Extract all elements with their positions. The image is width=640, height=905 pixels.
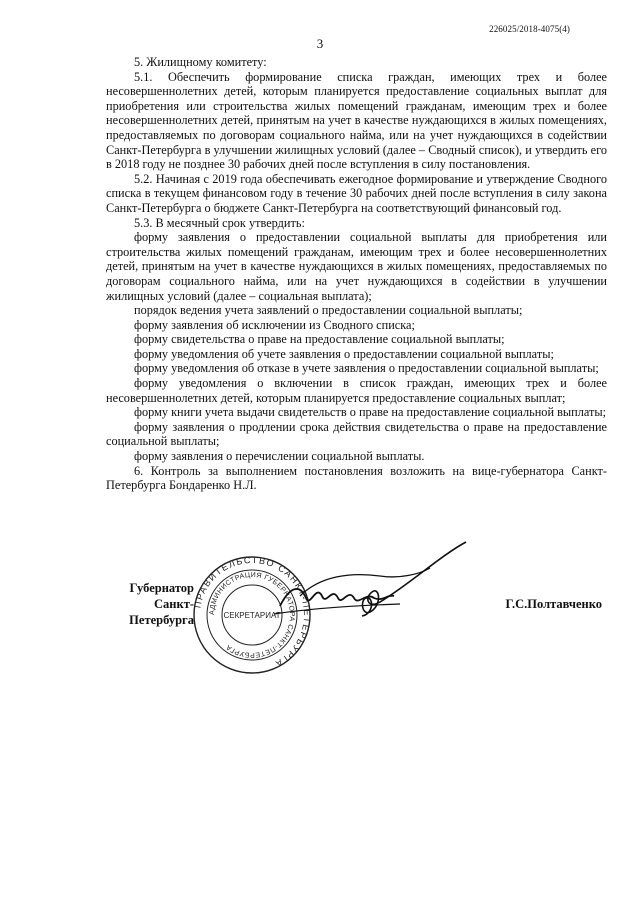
paragraph: 5.1. Обеспечить формирование списка граждан, имеющих трех и более несовершеннолетних детей, которым планируется предоставление социальных выплат для приобретения или строительства жилых помещений гражданам, имеющим трех и более несовершеннолетних детей, принятым на учет в качестве нуждающихся в жилых помещениях, предоставляемых по договорам социального найма, или на учет нуждающихся в содействии Санкт-Петербурга в улучшении жилищных условий (далее – Сводный список), и утвердить его в 2018 году не позднее 30 рабочих дней после вступления в силу постановления. xyxy=(106,69,607,172)
signatory-name: Г.С.Полтавченко xyxy=(505,597,602,611)
list-item: форму заявления об исключении из Сводного списка; xyxy=(134,317,415,332)
signatory-title-line1: Губернатор xyxy=(129,581,194,595)
document-body xyxy=(106,55,607,493)
list-item: форму уведомления об отказе в учете заявления о предоставлении социальной выплаты; xyxy=(134,361,599,376)
signatory-title-line2: Санкт-Петербурга xyxy=(129,597,194,627)
list-item: форму заявления о предоставлении социальной выплаты для приобретения или строительства жилых помещений гражданам, имеющим трех и более несовершеннолетних детей, принятым на учет в качестве нуждающихся в жилых помещениях, предоставляемых по договорам социального найма, или на учет нуждающихся в содействии в улучшении жилищных условий (далее – социальная выплата); xyxy=(106,230,607,303)
section-heading: 5. Жилищному комитету: xyxy=(134,55,267,69)
list-item: форму уведомления об учете заявления о предоставлении социальной выплаты; xyxy=(134,346,554,361)
paragraph: 5.2. Начиная с 2019 года обеспечивать ежегодное формирование и утверждение Сводного списка в текущем финансовом году в течение 30 рабочих дней после вступления в силу закона Санкт-Петербурга о бюджете Санкт-Петербурга на соответствующий финансовый год. xyxy=(106,171,607,215)
stamp-center-text: СЕКРЕТАРИАТ xyxy=(223,611,281,620)
signatory-title xyxy=(106,580,194,628)
paragraph: 6. Контроль за выполнением постановления возложить на вице-губернатора Санкт-Петербурга Бондаренко Н.Л. xyxy=(106,463,607,493)
list-item: форму заявления о перечислении социальной выплаты. xyxy=(134,449,425,464)
list-item: форму свидетельства о праве на предоставление социальной выплаты; xyxy=(134,332,505,347)
list-item: форму заявления о продлении срока действия свидетельства о праве на предоставление социальной выплаты; xyxy=(106,419,607,449)
handwritten-signature xyxy=(270,536,480,646)
list-item: порядок ведения учета заявлений о предоставлении социальной выплаты; xyxy=(134,303,523,318)
stamp-outer-text: ПРАВИТЕЛЬСТВО САНКТ-ПЕТЕРБУРГА xyxy=(192,555,312,670)
list-item: форму книги учета выдачи свидетельств о праве на предоставление социальной выплаты; xyxy=(134,405,607,420)
stamp-inner-text: АДМИНИСТРАЦИЯ ГУБЕРНАТОРА САНКТ-ПЕТЕРБУРГА xyxy=(208,571,296,659)
paragraph: 5.3. В месячный срок утвердить: xyxy=(134,215,305,230)
list-item: форму уведомления о включении в список граждан, имеющих трех и более несовершеннолетних детей, которым планируется предоставление социальных выплат; xyxy=(106,376,607,405)
page-number: 3 xyxy=(316,36,324,51)
document-id: 226025/2018-4075(4) xyxy=(489,24,570,34)
